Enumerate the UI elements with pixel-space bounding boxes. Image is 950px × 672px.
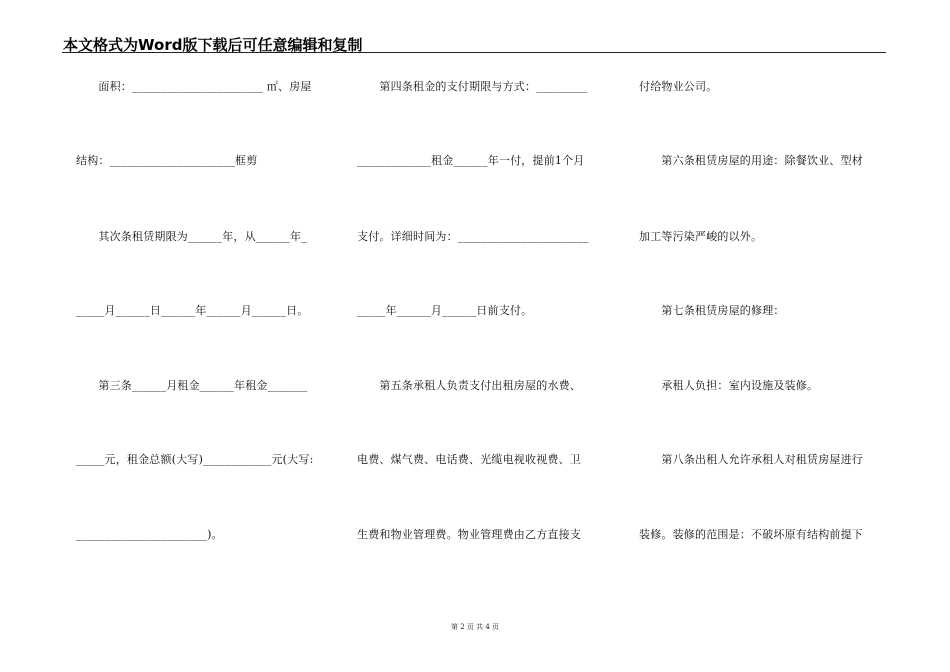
text-line: 其次条租赁期限为______年，从______年_ bbox=[76, 230, 307, 243]
text-line: _____月______日______年______月______日。 bbox=[76, 304, 309, 317]
text-line: _____元，租金总额(大写)____________元(大写: bbox=[76, 453, 314, 466]
text-line: 付给物业公司。 bbox=[639, 80, 718, 93]
text-line: 电费、煤气费、电话费、光缆电视收视费、卫 bbox=[357, 453, 581, 466]
text-line: 装修。装修的范围是：不破坏原有结构前提下 bbox=[639, 528, 863, 541]
text-line: _____年______月______日前支付。 bbox=[357, 304, 533, 317]
text-line: 生费和物业管理费。物业管理费由乙方直接支 bbox=[357, 528, 581, 541]
text-line: 面积：_______________________ ㎡、房屋 bbox=[76, 80, 312, 93]
page-number: 第 2 页 共 4 页 bbox=[450, 623, 500, 631]
text-line: 结构：______________________框剪 bbox=[76, 154, 258, 167]
text-line: 第七条租赁房屋的修理： bbox=[639, 304, 785, 317]
text-column-2 bbox=[357, 0, 605, 672]
text-line: 第五条承租人负责支付出租房屋的水费、 bbox=[357, 379, 581, 392]
text-line: 加工等污染严峻的以外。 bbox=[639, 230, 763, 243]
text-line: 支付。详细时间为：_______________________ bbox=[357, 230, 589, 243]
text-line: _______________________)。 bbox=[76, 528, 223, 541]
text-line: 承租人负担：室内设施及装修。 bbox=[639, 379, 819, 392]
text-line: 第六条租赁房屋的用途：除餐饮业、型材 bbox=[639, 154, 863, 167]
text-line: 第三条______月租金______年租金_______ bbox=[76, 379, 308, 392]
text-line: 第四条租金的支付期限与方式：_________ bbox=[357, 80, 588, 93]
text-line: 第八条出租人允许承租人对租赁房屋进行 bbox=[639, 453, 863, 466]
text-column-3 bbox=[639, 0, 883, 672]
document-header-title: 本文格式为Word版下载后可任意编辑和复制 bbox=[63, 36, 363, 54]
text-column-1 bbox=[76, 0, 328, 672]
text-line: _____________租金______年一付，提前1个月 bbox=[357, 154, 585, 167]
